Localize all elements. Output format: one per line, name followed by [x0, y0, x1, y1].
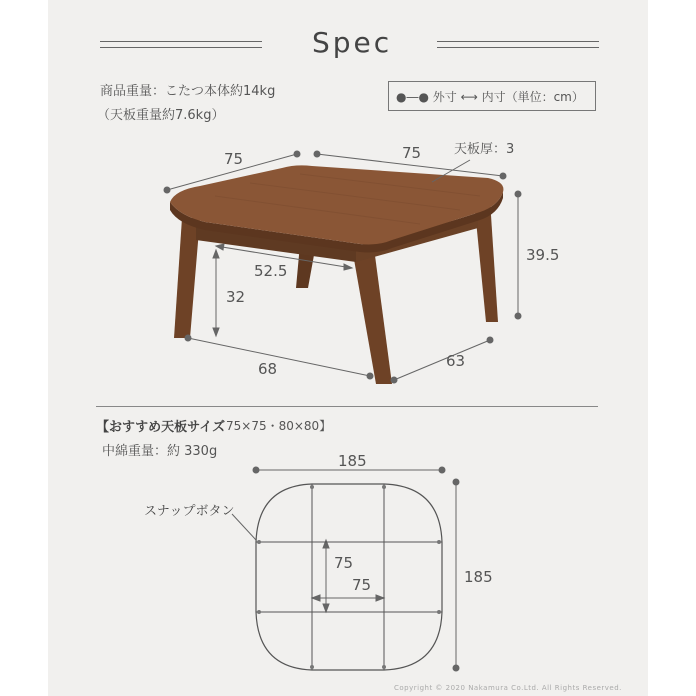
page-title: Spec — [312, 26, 393, 59]
futon-width: 185 — [338, 452, 367, 470]
product-weight: 商品重量：こたつ本体約14kg — [100, 84, 276, 99]
dim-depth-outer: 75 — [402, 144, 422, 162]
top-weight: （天板重量約7.6kg） — [97, 108, 225, 123]
unit-legend: ●―● 外寸 ⟷ 内寸（単位：cm） — [396, 90, 584, 104]
futon-inner-h: 75 — [334, 554, 354, 572]
dim-inner-width: 52.5 — [254, 262, 288, 280]
dim-leg-side: 63 — [446, 352, 466, 370]
futon-height: 185 — [464, 568, 493, 586]
copyright: Copyright © 2020 Nakamura Co.Ltd. All Rights Reserved. — [394, 684, 622, 692]
snap-button-label: スナップボタン — [144, 504, 235, 519]
futon-inner-w: 75 — [352, 576, 372, 594]
cotton-weight: 中綿重量：約 330g — [102, 444, 218, 459]
dim-top-thickness: 天板厚：3 — [454, 142, 515, 157]
dim-width-outer: 75 — [224, 150, 244, 168]
dim-leg-front: 68 — [258, 360, 278, 378]
recommend-sizes: 75×75・80×80】 — [226, 419, 332, 433]
recommend-label: 【おすすめ天板サイズ — [96, 420, 226, 435]
dim-inner-height: 32 — [226, 288, 246, 306]
dim-height: 39.5 — [526, 246, 560, 264]
